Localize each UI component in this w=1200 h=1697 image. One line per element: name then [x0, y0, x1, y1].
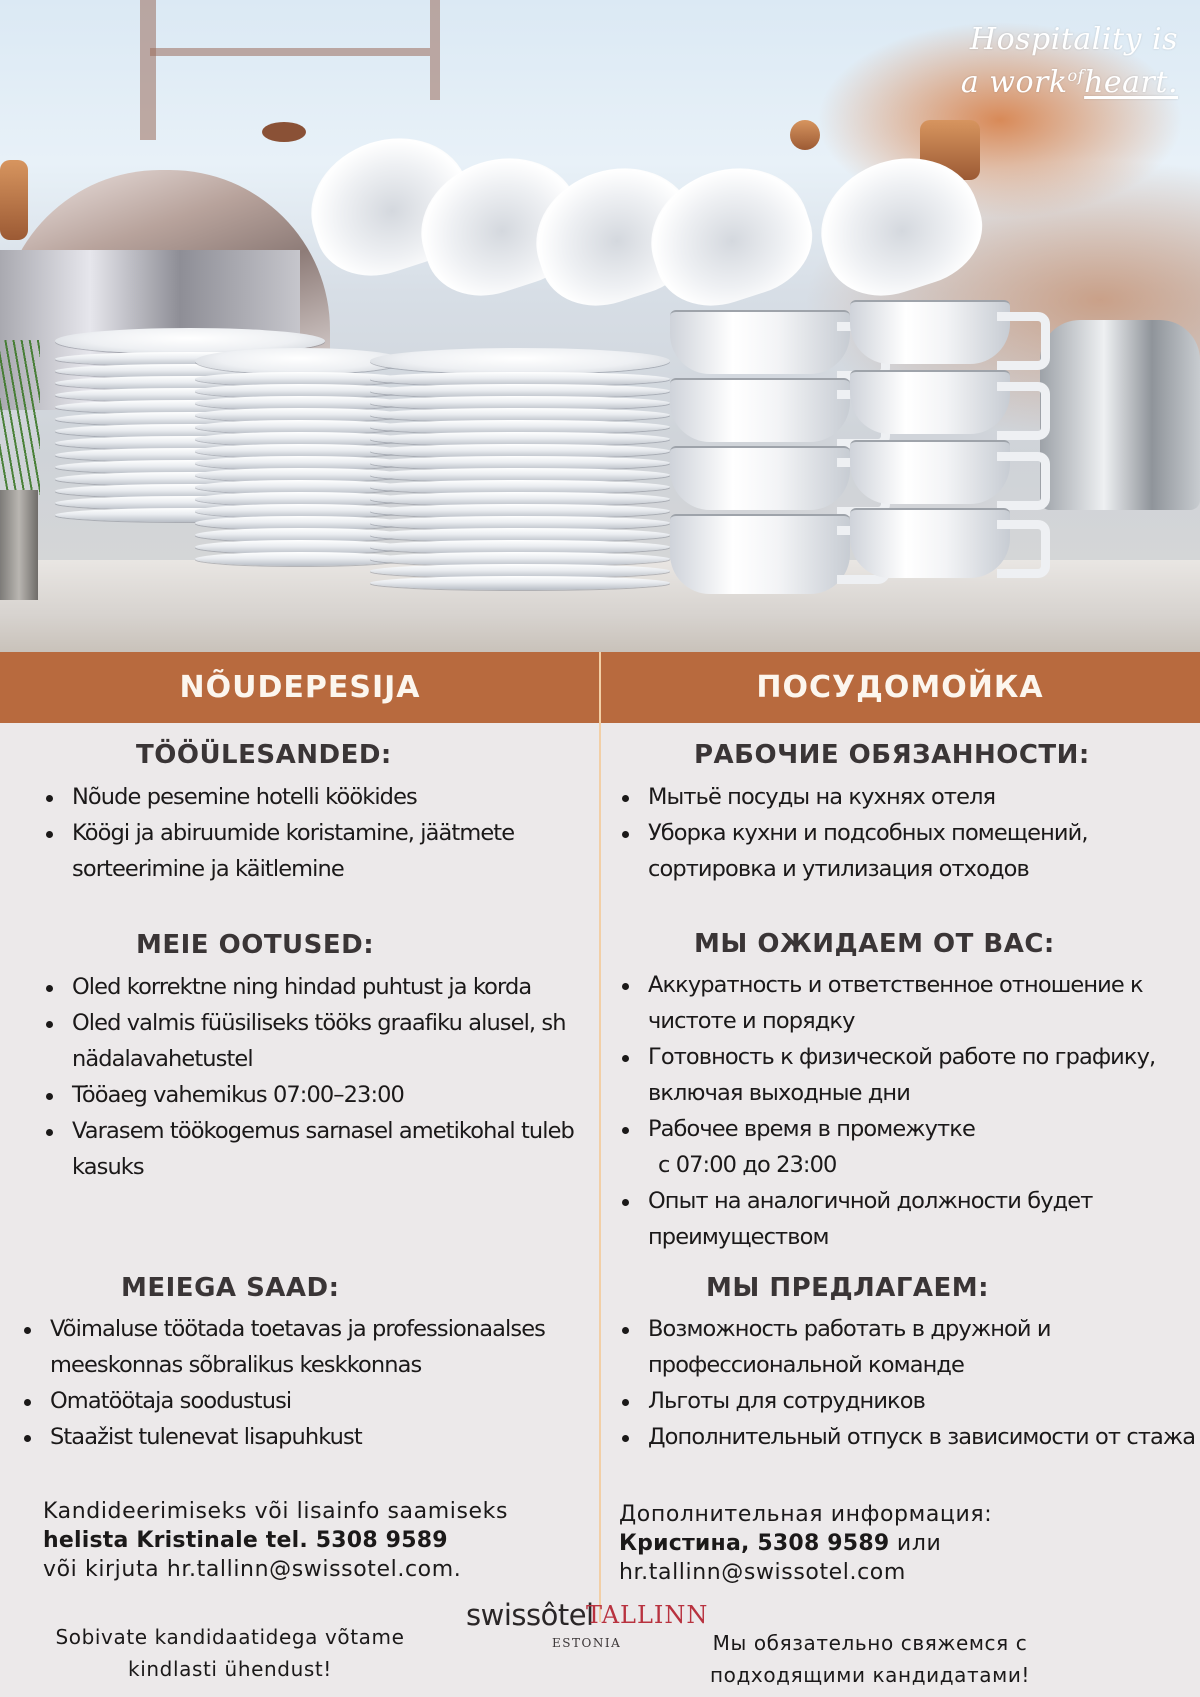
plate-stack [370, 350, 670, 590]
list-item: Дополнительный отпуск в зависимости от стажа [620, 1419, 1198, 1455]
list-item: Мытьё посуды на кухнях отеля [620, 779, 1198, 815]
list-item: Köögi ja abiruumide koristamine, jäätmete sorteerimine ja käitlemine [44, 815, 594, 887]
contact-line: Дополнительная информация: [619, 1502, 993, 1527]
hero-photo [0, 0, 1200, 652]
duties-list [44, 779, 594, 887]
window-frame [140, 0, 156, 140]
copper-handle [790, 120, 820, 150]
logo-city: TALLINN [586, 1601, 709, 1629]
section-heading-expectations: MEIE OOTUSED: [136, 930, 375, 960]
cup [670, 514, 850, 594]
contact-phone-line: Кристина, 5308 9589 или [619, 1531, 942, 1556]
title-russian: ПОСУДОМОЙКА [756, 670, 1044, 705]
window-frame [150, 48, 430, 56]
contact-line: Kandideerimiseks või lisainfo saamiseks [43, 1499, 509, 1524]
cup [850, 370, 1010, 434]
benefits-list [22, 1311, 598, 1455]
cup [634, 148, 826, 321]
plant [0, 340, 40, 500]
logo-brand: swissôtel [466, 1598, 594, 1632]
list-item: Рабочее время в промежутке с 07:00 до 23:00 [620, 1111, 1198, 1183]
list-item: Аккуратность и ответственное отношение к чистоте и порядку [620, 967, 1198, 1039]
section-heading-duties: TÖÖÜLESANDED: [136, 740, 392, 770]
cup [850, 300, 1010, 364]
contact-info-estonian [43, 1497, 508, 1584]
contact-phone[interactable]: Кристина, 5308 9589 [619, 1531, 890, 1556]
list-item: Nõude pesemine hotelli köökides [44, 779, 594, 815]
logo-country: ESTONIA [552, 1636, 622, 1650]
list-item: Oled korrektne ning hindad puhtust ja korda [44, 969, 600, 1005]
expectations-list [44, 969, 600, 1185]
cup [850, 508, 1010, 578]
list-item: Возможность работать в дружной и профессиональной команде [620, 1311, 1198, 1383]
duties-list [620, 779, 1198, 887]
slogan [961, 22, 1178, 101]
list-item: Уборка кухни и подсобных помещений, сортировка и утилизация отходов [620, 815, 1198, 887]
copper-handle [0, 160, 28, 240]
list-item: Опыт на аналогичной должности будет преимуществом [620, 1183, 1198, 1255]
contact-email[interactable]: hr.tallinn@swissotel.com [619, 1560, 906, 1585]
contact-phone[interactable]: helista Kristinale tel. 5308 9589 [43, 1528, 448, 1553]
list-item: Võimaluse töötada toetavas ja professionaalses meeskonnas sõbralikus keskkonnas [22, 1311, 598, 1383]
list-item: Готовность к физической работе по графику, включая выходные дни [620, 1039, 1198, 1111]
window-frame [430, 0, 440, 100]
list-item: Omatöötaja soodustusi [22, 1383, 598, 1419]
steel-pot [1040, 320, 1200, 510]
section-heading-benefits: MEIEGA SAAD: [121, 1273, 340, 1303]
cup [670, 446, 850, 510]
slogan-line1: Hospitality is [969, 22, 1178, 57]
swissotel-tallinn-logo [466, 1598, 709, 1658]
slogan-line2: a work$^{of}$heart. [960, 65, 1178, 100]
list-item: Varasem töökogemus sarnasel ametikohal tuleb kasuks [44, 1113, 600, 1185]
cup [670, 310, 850, 374]
closing-note-russian: Мы обязательно свяжемся с подходящими кандидатами! [709, 1631, 1031, 1687]
expectations-list [620, 967, 1198, 1255]
list-item: Tööaeg vahemikus 07:00–23:00 [44, 1077, 600, 1113]
contact-email[interactable]: või kirjuta hr.tallinn@swissotel.com. [43, 1557, 462, 1582]
section-heading-benefits: МЫ ПРЕДЛАГАЕМ: [706, 1273, 990, 1303]
contact-info-russian [619, 1500, 992, 1587]
cup [670, 378, 850, 442]
benefits-list [620, 1311, 1198, 1455]
plant-pot [0, 490, 38, 600]
section-heading-duties: РАБОЧИЕ ОБЯЗАННОСТИ: [694, 740, 1090, 770]
list-item: Oled valmis füüsiliseks tööks graafiku alusel, sh nädalavahetustel [44, 1005, 600, 1077]
closing-note-estonian: Sobivate kandidaatidega võtame kindlasti ühendust! [55, 1625, 405, 1681]
section-heading-expectations: МЫ ОЖИДАЕМ ОТ ВАС: [694, 929, 1055, 959]
list-item: Staažist tulenevat lisapuhkust [22, 1419, 598, 1455]
cup [850, 440, 1010, 504]
list-item: Льготы для сотрудников [620, 1383, 1198, 1419]
title-estonian: NÕUDEPESIJA [179, 670, 421, 705]
lid-knob [262, 122, 306, 142]
